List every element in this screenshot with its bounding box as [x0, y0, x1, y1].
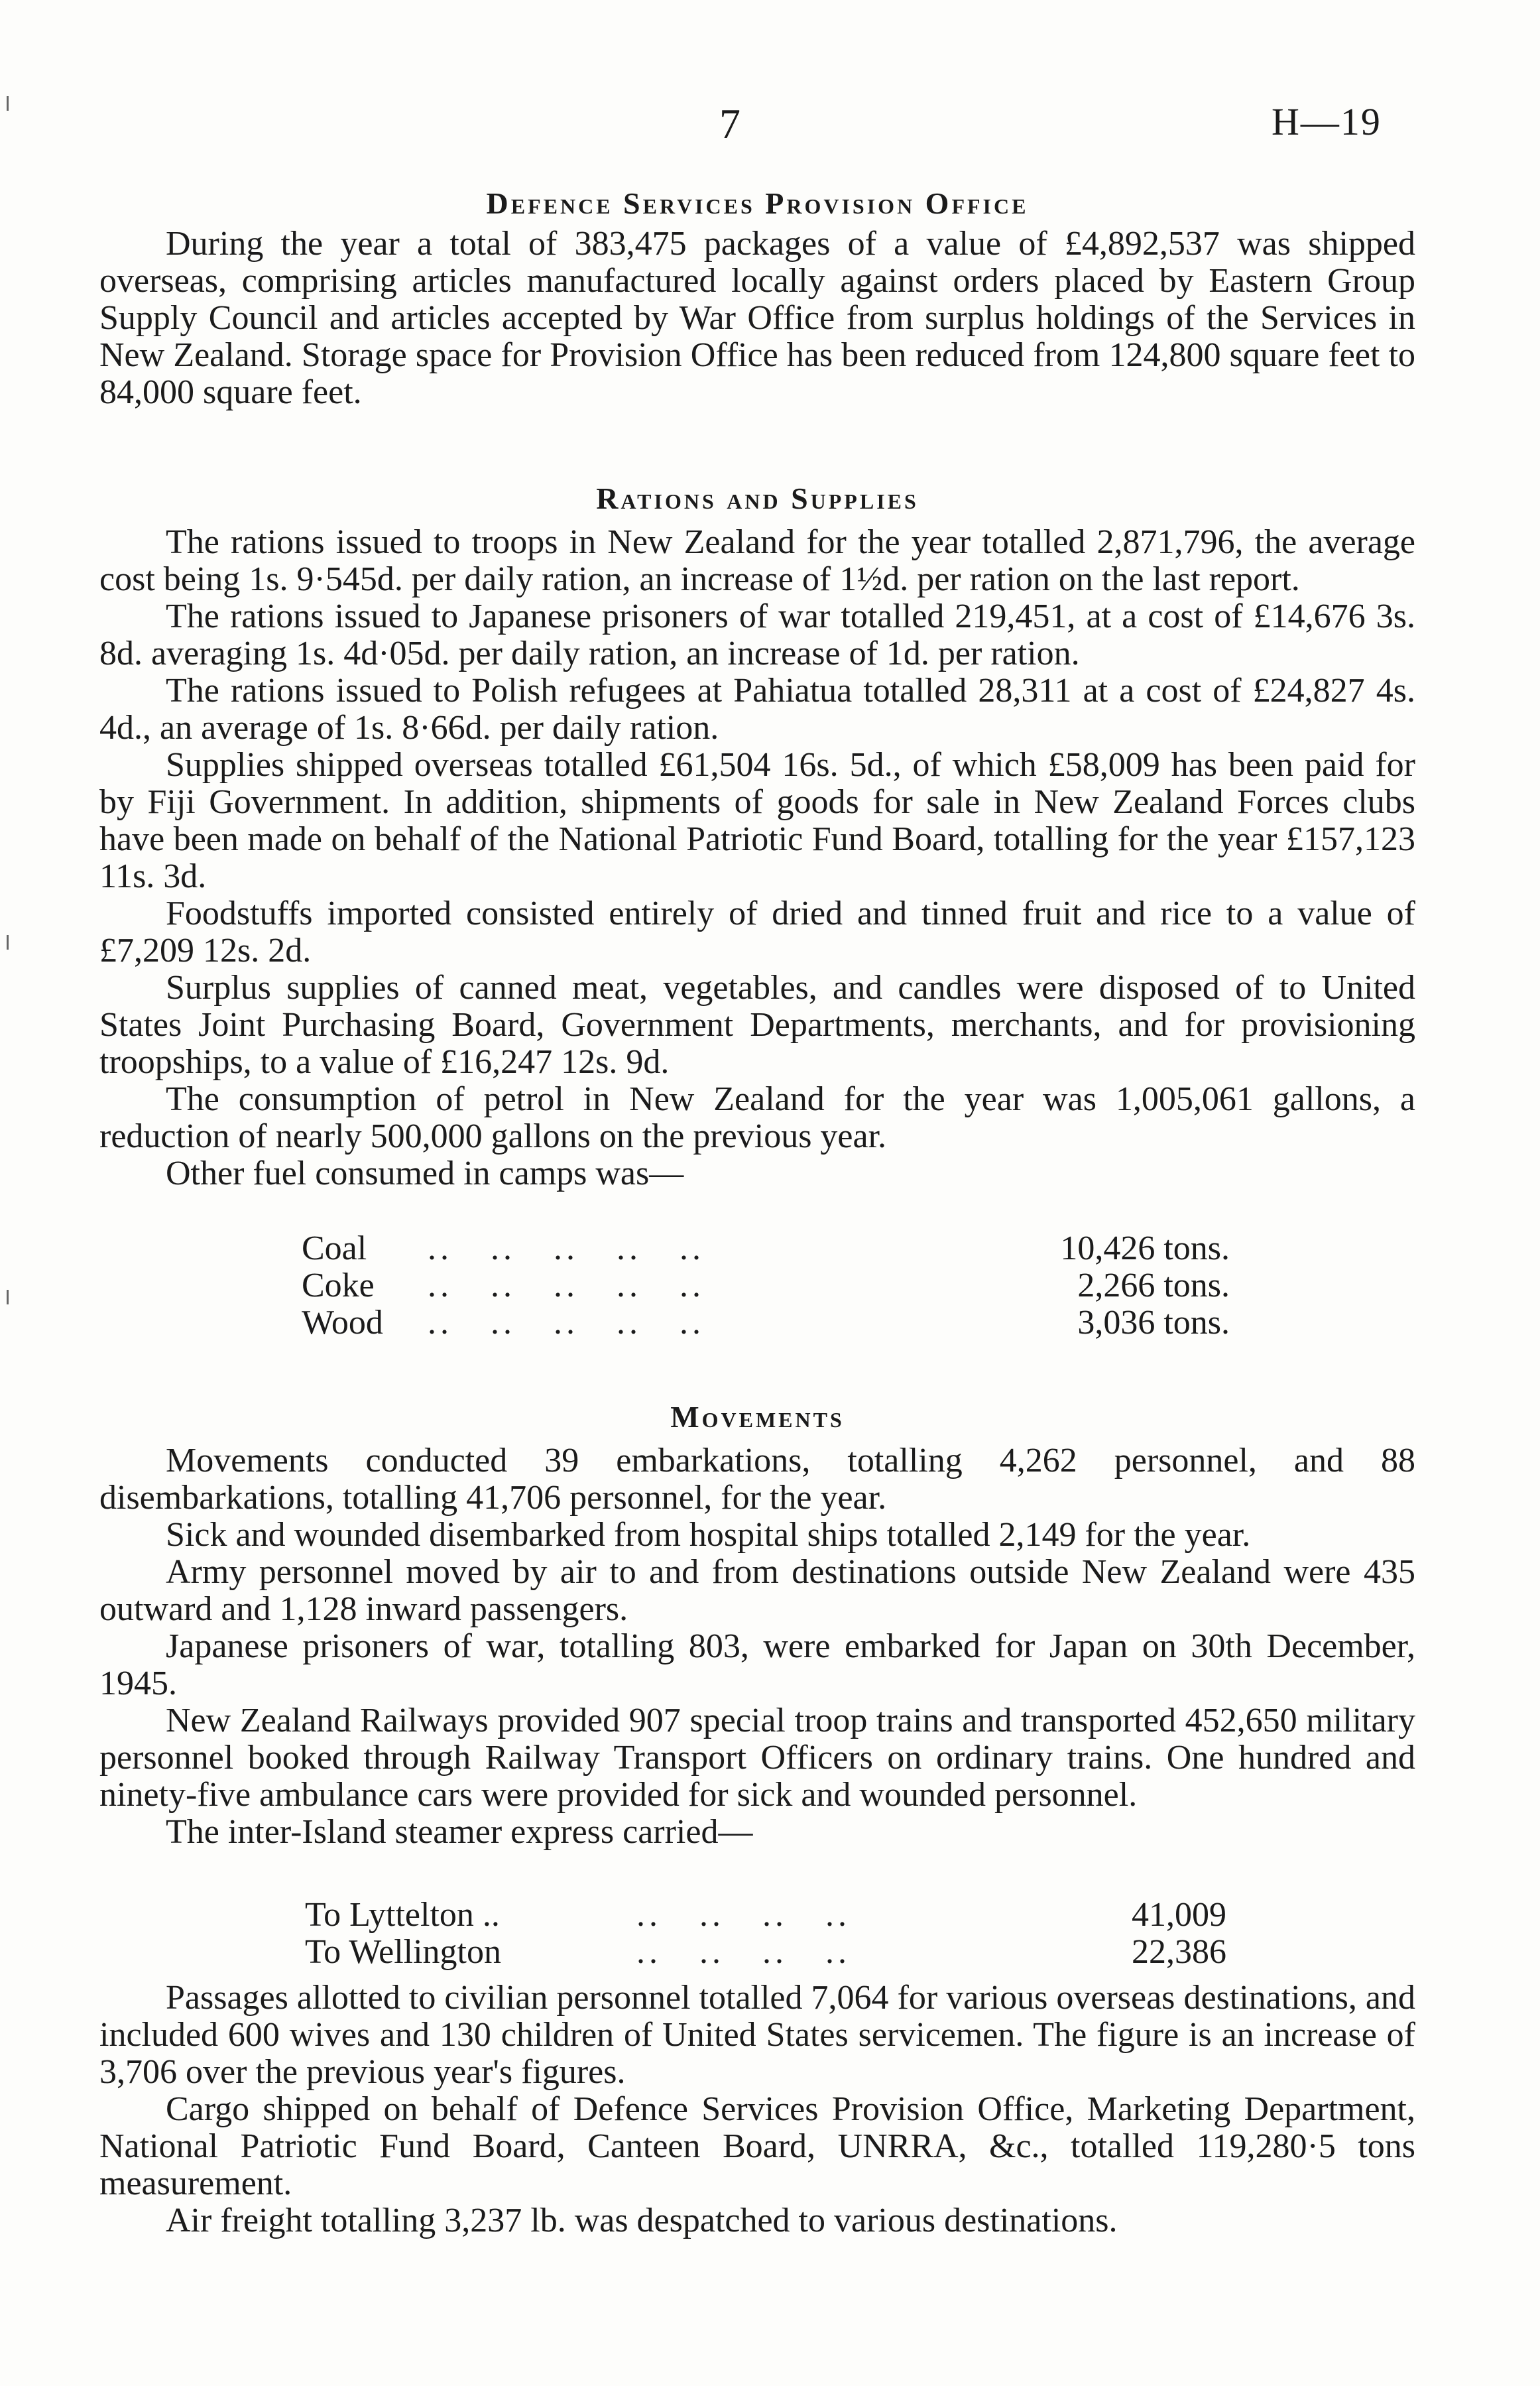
paragraph: The rations issued to Polish refugees at Pahiatua totalled 28,311 at a cost of £24,827 4s. 4d., an average of 1s. 8·66d. per daily ration. — [99, 672, 1415, 747]
paragraph: Sick and wounded disembarked from hospital ships totalled 2,149 for the year. — [166, 1516, 1251, 1554]
paragraph: Supplies shipped overseas totalled £61,504 16s. 5d., of which £58,009 has been paid for by Fiji Government. In addition, shipments of goods for sale in New Zealand Forces clubs have been made on behalf of the National Patriotic Fund Board, totalling for the year £157,123 11s. 3d. — [99, 746, 1415, 895]
table-cell-amount: 41,009 — [1132, 1896, 1226, 1934]
paragraph: The consumption of petrol in New Zealand for the year was 1,005,061 gallons, a reduction of nearly 500,000 gallons on the previous year. — [99, 1080, 1415, 1155]
leader-dots: .. .. .. .. — [636, 1896, 851, 1934]
leader-dots: .. .. .. .. .. — [428, 1267, 705, 1304]
table-cell-item: Wood — [302, 1304, 383, 1342]
leader-dots: .. .. .. .. .. — [428, 1229, 705, 1267]
table-cell-amount: 3,036 tons. — [1077, 1304, 1230, 1342]
table-cell-amount: 22,386 — [1132, 1933, 1226, 1971]
table-cell-amount: 10,426 tons. — [1060, 1229, 1230, 1267]
page-number: 7 — [719, 100, 741, 147]
fuel-table — [302, 1230, 1230, 1342]
paragraph: The rations issued to Japanese prisoners of war totalled 219,451, at a cost of £14,676 3s. 8d. averaging 1s. 4d·05d. per daily ration, an increase of 1d. per ration. — [99, 597, 1415, 672]
table-cell-item: Coke — [302, 1267, 375, 1304]
table-cell-item: To Wellington — [305, 1933, 501, 1971]
steamer-table — [305, 1897, 1226, 1971]
margin-mark — [7, 935, 9, 950]
paragraph: The rations issued to troops in New Zealand for the year totalled 2,871,796, the average cost being 1s. 9·545d. per daily ration, an increase of 1½d. per ration on the last report. — [99, 523, 1415, 598]
leader-dots: .. .. .. .. — [636, 1933, 851, 1971]
document-reference: H—19 — [1272, 100, 1382, 143]
paragraph: During the year a total of 383,475 packages of a value of £4,892,537 was shipped overseas, comprising articles manufactured locally against orders placed by Eastern Group Supply Council and articles accepted by War Office from surplus holdings of the Services in New Zealand. Storage space for Provision Office has been reduced from 124,800 square feet to 84,000 square feet. — [99, 225, 1415, 411]
paragraph: Other fuel consumed in camps was— — [166, 1155, 684, 1192]
section-defence — [99, 186, 1415, 221]
margin-mark — [7, 96, 9, 111]
table-row — [302, 1267, 1230, 1304]
paragraph: Movements conducted 39 embarkations, totalling 4,262 personnel, and 88 disembarkations, totalling 41,706 personnel, for the year. — [99, 1442, 1415, 1517]
paragraph: New Zealand Railways provided 907 special troop trains and transported 452,650 military personnel booked through Railway Transport Officers on ordinary trains. One hundred and ninety-five ambulance cars were provided for sick and wounded personnel. — [99, 1702, 1415, 1814]
table-cell-amount: 2,266 tons. — [1077, 1267, 1230, 1304]
section-heading: Movements — [670, 1400, 845, 1434]
section-defence-body — [99, 225, 1415, 411]
paragraph: Cargo shipped on behalf of Defence Services Provision Office, Marketing Department, National Patriotic Fund Board, Canteen Board, UNRRA, &c., totalled 119,280·5 tons measurement. — [99, 2090, 1415, 2202]
leader-dots: .. .. .. .. .. — [428, 1304, 705, 1342]
section-movements-body — [99, 1442, 1415, 1851]
table-row — [302, 1304, 1230, 1342]
section-rations — [99, 481, 1415, 516]
paragraph: Foodstuffs imported consisted entirely of dried and tinned fruit and rice to a value of £7,209 12s. 2d. — [99, 895, 1415, 970]
paragraph: The inter-Island steamer express carried— — [166, 1813, 753, 1851]
paragraph: Army personnel moved by air to and from destinations outside New Zealand were 435 outward and 1,128 inward passengers. — [99, 1553, 1415, 1628]
section-movements — [99, 1399, 1415, 1434]
margin-mark — [7, 1290, 9, 1304]
section-rations-body — [99, 524, 1415, 1192]
paragraph: Air freight totalling 3,237 lb. was despatched to various destinations. — [166, 2202, 1118, 2239]
table-cell-item: To Lyttelton .. — [305, 1896, 500, 1934]
table-row — [305, 1934, 1226, 1971]
table-row — [305, 1897, 1226, 1934]
paragraph: Surplus supplies of canned meat, vegetables, and candles were disposed of to United States Joint Purchasing Board, Government Departments, merchants, and for provisioning troopships, to a value of £16,247 12s. 9d. — [99, 969, 1415, 1081]
section-heading: Defence Services Provision Office — [486, 186, 1029, 220]
paragraph: Japanese prisoners of war, totalling 803, were embarked for Japan on 30th December, 1945. — [99, 1627, 1415, 1702]
table-cell-item: Coal — [302, 1229, 367, 1267]
section-heading: Rations and Supplies — [596, 481, 919, 515]
paragraph: Passages allotted to civilian personnel totalled 7,064 for various overseas destinations, and included 600 wives and 130 children of United States servicemen. The figure is an increase of 3,706 over the previous year's figures. — [99, 1979, 1415, 2091]
section-movements-body-cont — [99, 1979, 1415, 2239]
table-row — [302, 1230, 1230, 1267]
